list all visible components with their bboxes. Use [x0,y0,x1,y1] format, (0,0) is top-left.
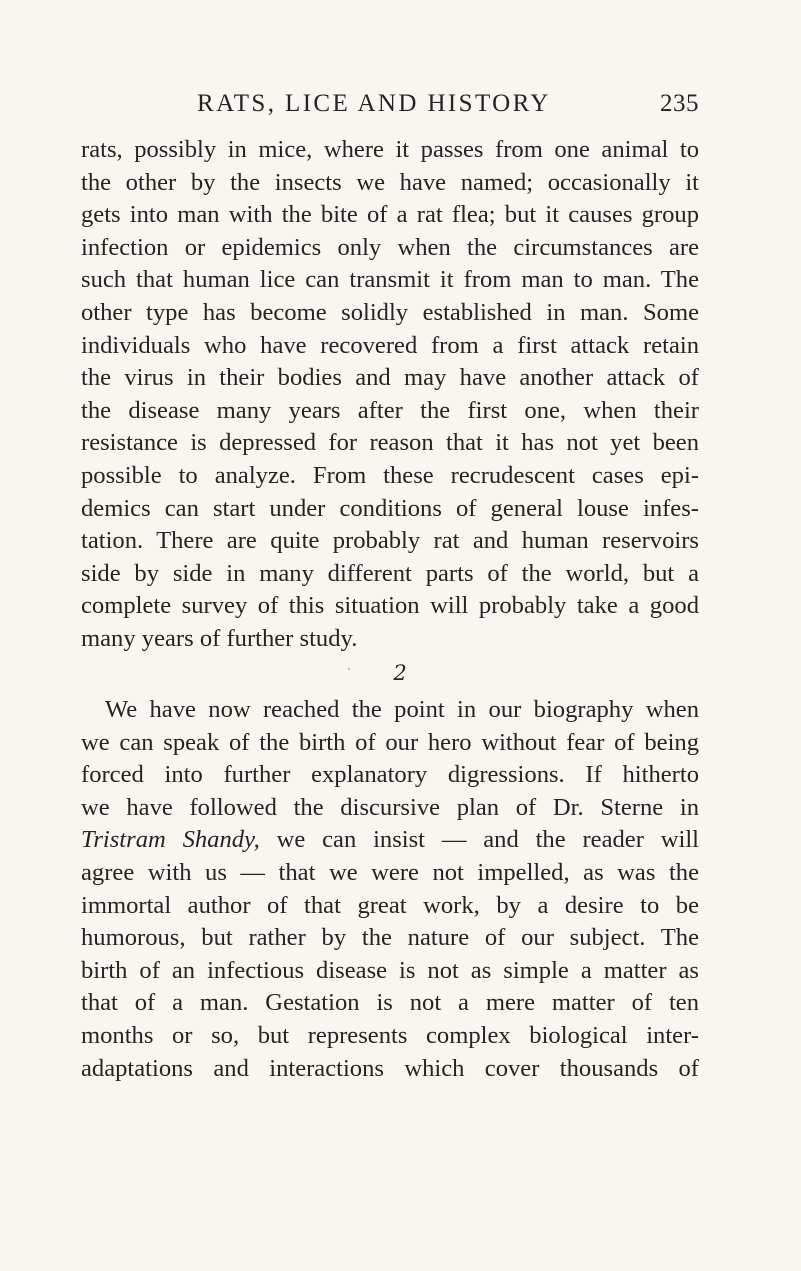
text-line: many years of further study. [81,624,358,652]
page-number: 235 [660,90,699,117]
text-line: side by side in many different parts of the world, but a [81,559,699,587]
text-line: immortal author of that great work, by a desire to be [81,891,699,919]
text-line: months or so, but represents complex biological inter- [81,1021,699,1049]
text-line: that of a man. Gestation is not a mere matter of ten [81,989,699,1017]
text-line: resistance is depressed for reason that it has not yet been [81,429,699,457]
running-title: RATS, LICE AND HISTORY [197,90,551,117]
text-line: the other by the insects we have named; occasionally it [81,168,699,196]
text-line: gets into man with the bite of a rat flea; but it causes group [81,201,699,229]
text-line: rats, possibly in mice, where it passes from one animal to [81,136,699,163]
text-line: such that human lice can transmit it from man to man. The [81,266,699,294]
text-line: individuals who have recovered from a first attack retain [81,331,699,359]
text-line: we can speak of the birth of our hero without fear of being [81,728,699,756]
text-line: other type has become solidly established in man. Some [81,298,699,326]
text-line: demics can start under conditions of general louse infes- [81,494,699,522]
text-line: infection or epidemics only when the circumstances are [81,233,699,261]
print-speck [348,668,350,670]
text-line: birth of an infectious disease is not as simple a matter as [81,956,699,984]
text-line: possible to analyze. From these recrudescent cases epi- [81,461,699,489]
text-line: the disease many years after the first one, when their [81,396,699,424]
text-line: humorous, but rather by the nature of our subject. The [81,924,699,952]
paragraph-continued [81,134,699,656]
text-run: we can insist — and the reader will [259,826,699,854]
running-head [81,86,699,122]
text-line: complete survey of this situation will probably take a good [81,592,699,620]
text-line: forced into further explanatory digressions. If hitherto [81,761,699,789]
text-line: we have followed the discursive plan of Dr. Sterne in [81,793,699,821]
text-line: agree with us — that we were not impelled, as was the [81,858,699,886]
text-line: adaptations and interactions which cover thousands of [81,1054,699,1082]
book-title: Tristram Shandy, [81,826,260,854]
section-number: 2 [393,661,407,685]
text-line: the virus in their bodies and may have another attack of [81,364,699,392]
paragraph-section-2 [81,694,699,1085]
text-line-with-title [81,824,699,857]
text-line: tation. There are quite probably rat and human reservoirs [81,527,699,555]
text-line: We have now reached the point in our biography when [105,696,699,723]
